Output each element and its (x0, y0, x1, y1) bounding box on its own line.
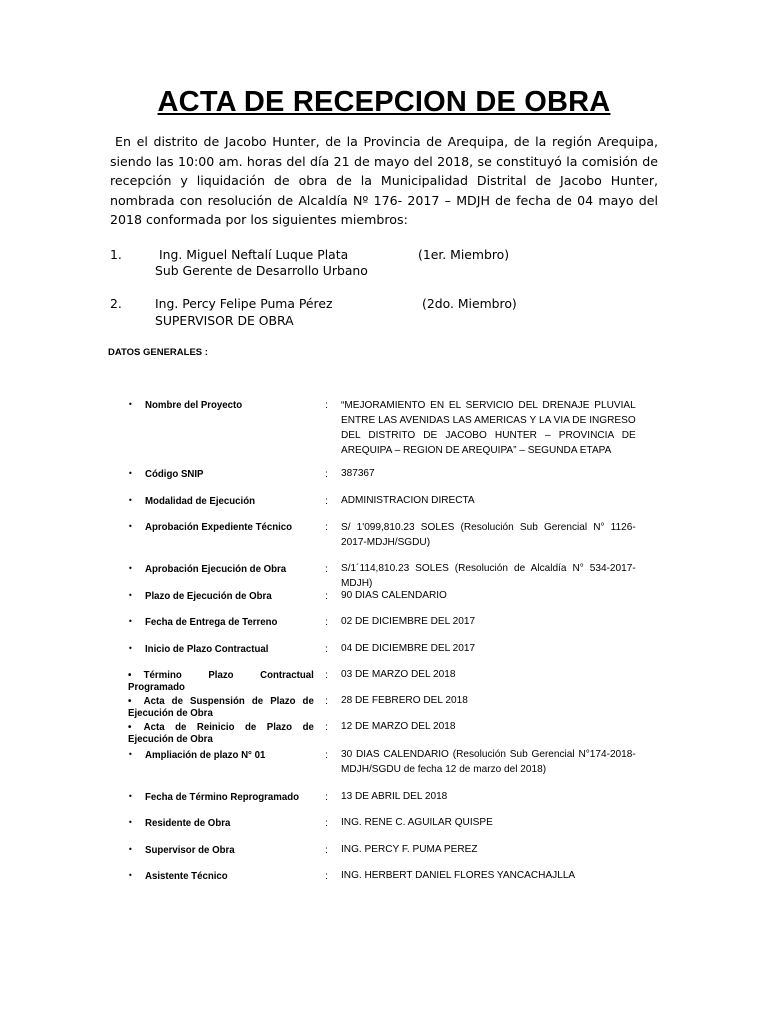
field-value: 04 DE DICIEMBRE DEL 2017 (341, 642, 476, 654)
field-value: ING. RENE C. AGUILAR QUISPE (341, 816, 493, 828)
field-label: Nombre del Proyecto (145, 399, 243, 411)
field-value: 387367 (341, 467, 375, 479)
field-label: • Término Plazo Contractual Programado (128, 669, 314, 693)
member-role: (1er. Miembro) (418, 247, 510, 262)
colon: : (325, 721, 328, 733)
colon: : (325, 791, 328, 803)
member-number: 2. (110, 296, 122, 311)
field-label: Aprobación Expediente Técnico (145, 521, 293, 533)
document-title: ACTA DE RECEPCION DE OBRA (157, 86, 611, 118)
field-value: 28 DE FEBRERO DEL 2018 (341, 694, 468, 706)
bullet: • (128, 845, 133, 854)
colon: : (325, 468, 328, 480)
field-label: Residente de Obra (145, 817, 231, 829)
colon: : (325, 695, 328, 707)
bullet: • (128, 695, 132, 707)
field-value: S/1´114,810.23 SOLES (Resolución de Alcaldía N° 534-2017-MDJH) (341, 562, 636, 589)
field-value: 90 DIAS CALENDARIO (341, 589, 447, 601)
colon: : (325, 817, 328, 829)
intro-paragraph: En el distrito de Jacobo Hunter, de la Provincia de Arequipa, de la región Arequipa, siendo las 10:00 am. horas del día 21 de mayo del 2018, se constituyó la comisión de recepción y liquidación de obra de la Municipalidad Distrital de Jacobo Hunter, nombrada con resolución de Alcaldía Nº 176- 2017 – MDJH de fecha de 04 mayo del 2018 conformada por los siguientes miembros: (110, 134, 658, 227)
bullet: • (128, 669, 132, 681)
field-label: Código SNIP (145, 468, 204, 480)
bullet: • (128, 818, 133, 827)
member-number: 1. (110, 247, 122, 262)
field-label: • Acta de Suspensión de Plazo de Ejecución de Obra (128, 695, 314, 719)
bullet: • (128, 617, 133, 626)
colon: : (325, 844, 328, 856)
field-value: 12 DE MARZO DEL 2018 (341, 720, 456, 732)
bullet: • (128, 644, 133, 653)
colon: : (325, 521, 328, 533)
field-value: S/ 1'099,810.23 SOLES (Resolución Sub Gerencial N° 1126-2017-MDJH/SGDU) (341, 521, 636, 548)
bullet: • (128, 750, 133, 759)
member-name: Ing. Percy Felipe Puma Pérez (155, 296, 333, 311)
field-label: Asistente Técnico (145, 870, 228, 882)
colon: : (325, 643, 328, 655)
member-role: (2do. Miembro) (422, 296, 517, 311)
bullet: • (128, 792, 133, 801)
colon: : (325, 590, 328, 602)
bullet: • (128, 469, 133, 478)
field-value: 13 DE ABRIL DEL 2018 (341, 790, 448, 802)
colon: : (325, 749, 328, 761)
field-value: ING. PERCY F. PUMA PEREZ (341, 843, 478, 855)
field-label: Plazo de Ejecución de Obra (145, 590, 272, 602)
bullet: • (128, 400, 133, 409)
member-position: Sub Gerente de Desarrollo Urbano (155, 263, 368, 278)
bullet: • (128, 591, 133, 600)
field-label: Aprobación Ejecución de Obra (145, 563, 287, 575)
field-label: Fecha de Entrega de Terreno (145, 616, 278, 628)
colon: : (325, 669, 328, 681)
member-position: SUPERVISOR DE OBRA (155, 313, 294, 328)
field-value: 03 DE MARZO DEL 2018 (341, 668, 456, 680)
field-label: Supervisor de Obra (145, 844, 235, 856)
member-name: Ing. Miguel Neftalí Luque Plata (159, 247, 349, 262)
bullet: • (128, 496, 133, 505)
bullet: • (128, 522, 133, 531)
field-value: 02 DE DICIEMBRE DEL 2017 (341, 615, 476, 627)
bullet: • (128, 871, 133, 880)
field-label: Inicio de Plazo Contractual (145, 643, 269, 655)
colon: : (325, 563, 328, 575)
section-heading: DATOS GENERALES : (108, 347, 208, 358)
field-label: Modalidad de Ejecución (145, 495, 256, 507)
field-label: Ampliación de plazo N° 01 (145, 749, 266, 761)
field-value: ADMINISTRACION DIRECTA (341, 494, 475, 506)
colon: : (325, 399, 328, 411)
field-value: ING. HERBERT DANIEL FLORES YANCACHAJLLA (341, 869, 576, 881)
colon: : (325, 870, 328, 882)
field-value: 30 DIAS CALENDARIO (Resolución Sub Gerencial N°174-2018-MDJH/SGDU de fecha 12 de marzo del 2018) (341, 748, 636, 775)
bullet: • (128, 564, 133, 573)
colon: : (325, 495, 328, 507)
field-value: “MEJORAMIENTO EN EL SERVICIO DEL DRENAJE PLUVIAL ENTRE LAS AVENIDAS LAS AMERICAS Y LA VIA DE INGRESO DEL DISTRITO DE JACOBO HUNTER – PROVINCIA DE AREQUIPA – REGION DE AREQUIPA” – SEGUNDA ETAPA (341, 399, 636, 456)
bullet: • (128, 721, 132, 733)
colon: : (325, 616, 328, 628)
field-label: • Acta de Reinicio de Plazo de Ejecución de Obra (128, 721, 314, 745)
field-label: Fecha de Término Reprogramado (145, 791, 300, 803)
